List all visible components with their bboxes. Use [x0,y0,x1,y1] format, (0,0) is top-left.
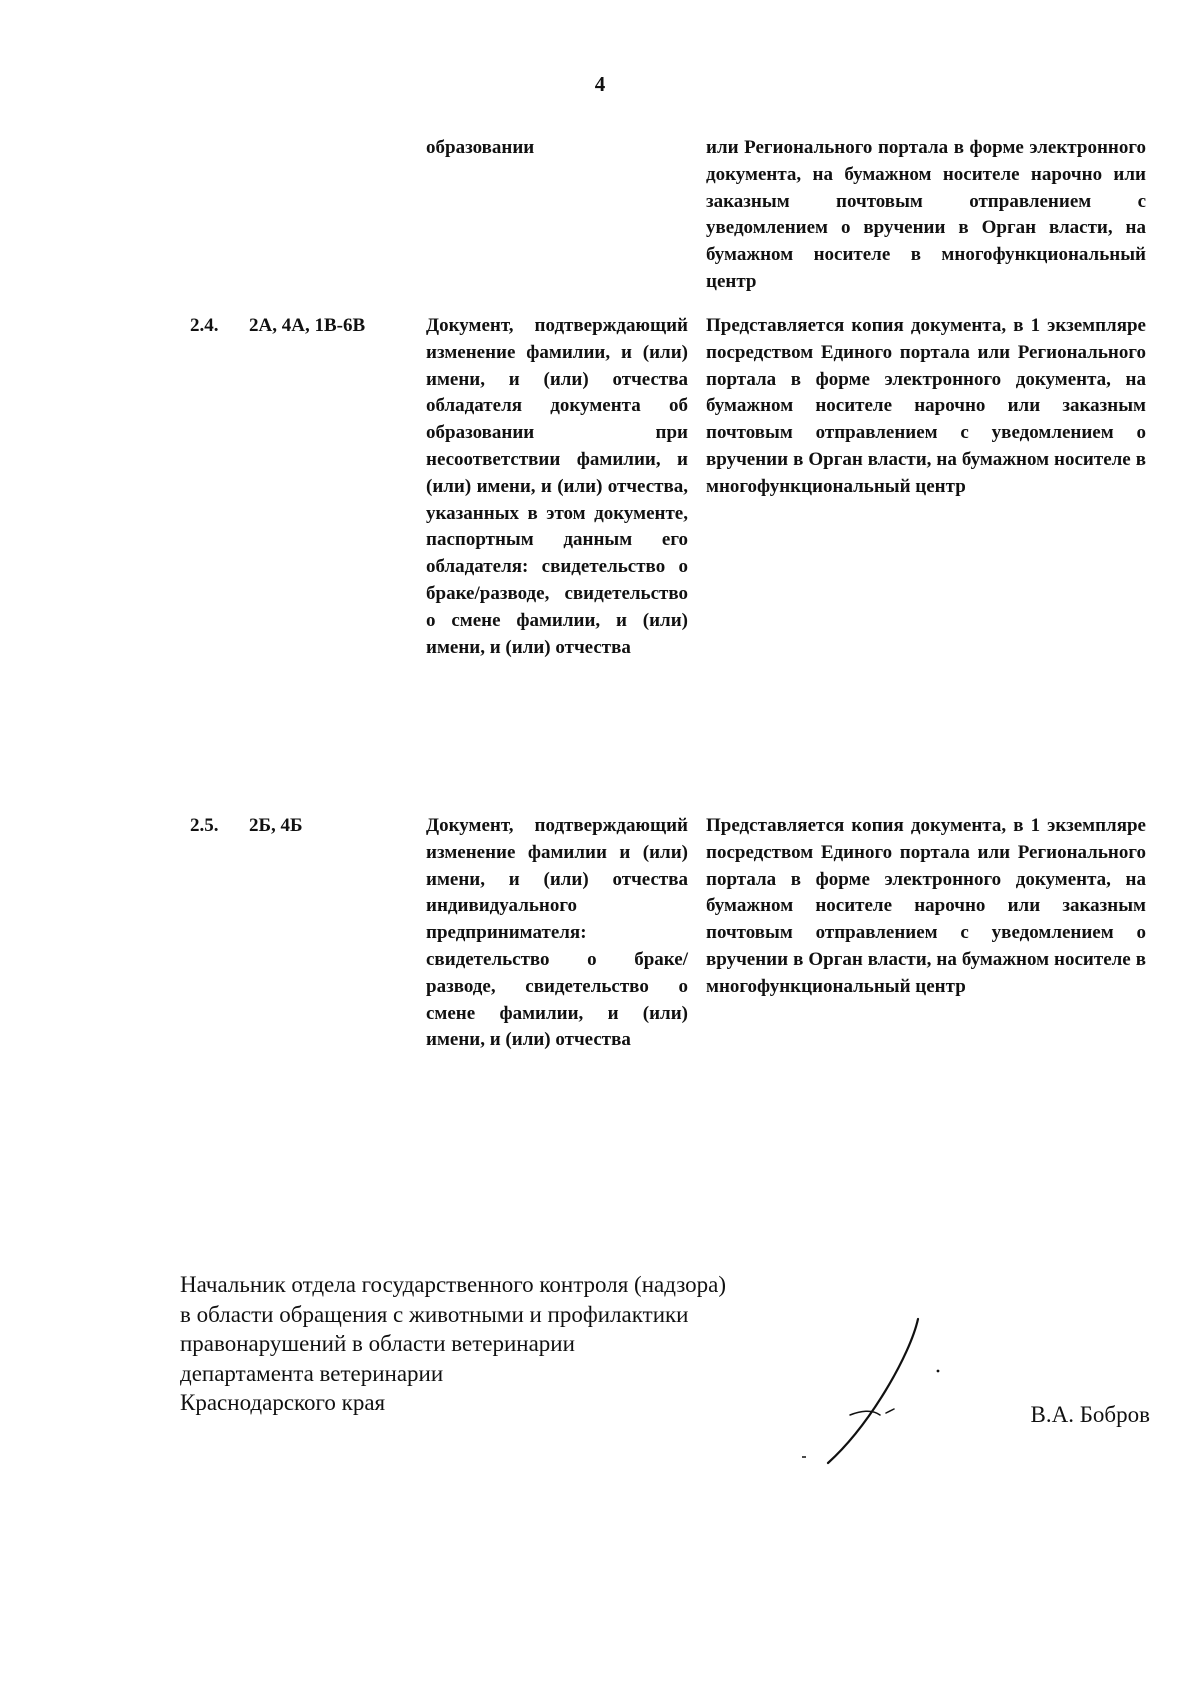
row-method-cell: Представляется копия документа, в 1 экземпляре посредством Единого портала или Регионального портала в форме электронного документа, на бумажном носителе нарочно или заказным почтовым отправлением с уведомлением о вручении в Орган власти, на бумажном носителе в многофункциональный центр [706,315,1146,497]
row-code-cell: 2Б, 4Б [249,815,303,836]
row-number-cell: 2.4. [190,315,219,336]
signatory-title-line: департамента ветеринарии [180,1360,444,1386]
row-number-cell: 2.5. [190,815,219,836]
handwritten-signature [790,1315,950,1465]
signatory-name: В.А. Бобров [1030,1402,1150,1427]
page-number: 4 [594,72,606,96]
signatory-title-line: в области обращения с животными и профилактики [180,1301,689,1327]
row-document-cell: Документ, подтверждающий изменение фамилии и (или) имени, и (или) отчества индивидуального предпринимателя: свидетельство о браке/разводе, свидетельство о смене фамилии, и (или) имени, и (или) отчества [426,815,688,1051]
row-method-cell: Представляется копия документа, в 1 экземпляре посредством Единого портала или Регионального портала в форме электронного документа, на бумажном носителе нарочно или заказным почтовым отправлением с уведомлением о вручении в Орган власти, на бумажном носителе в многофункциональный центр [706,815,1146,997]
row-method-cell: или Регионального портала в форме электронного документа, на бумажном носителе нарочно или заказным почтовым отправлением с уведомлением о вручении в Орган власти, на бумажном носителе в многофункциональный центр [706,137,1146,292]
signatory-title-line: правонарушений в области ветеринарии [180,1331,575,1356]
row-document-cell: образовании [426,137,535,158]
signatory-title-line: Начальник отдела государственного контроля (надзора) [180,1272,727,1297]
row-document-cell: Документ, подтверждающий изменение фамилии, и (или) имени, и (или) отчества обладателя документа об образовании при несоответствии фамилии, и (или) имени, и (или) отчества, указанных в этом документе, паспортным данным его обладателя: свидетельство о браке/разводе, свидетельство о смене фамилии, и (или) имени, и (или) отчества [426,315,688,658]
signatory-title-line: Краснодарского края [180,1390,386,1415]
signatory-title [180,1270,880,1418]
row-code-cell: 2А, 4А, 1В-6В [249,315,366,336]
